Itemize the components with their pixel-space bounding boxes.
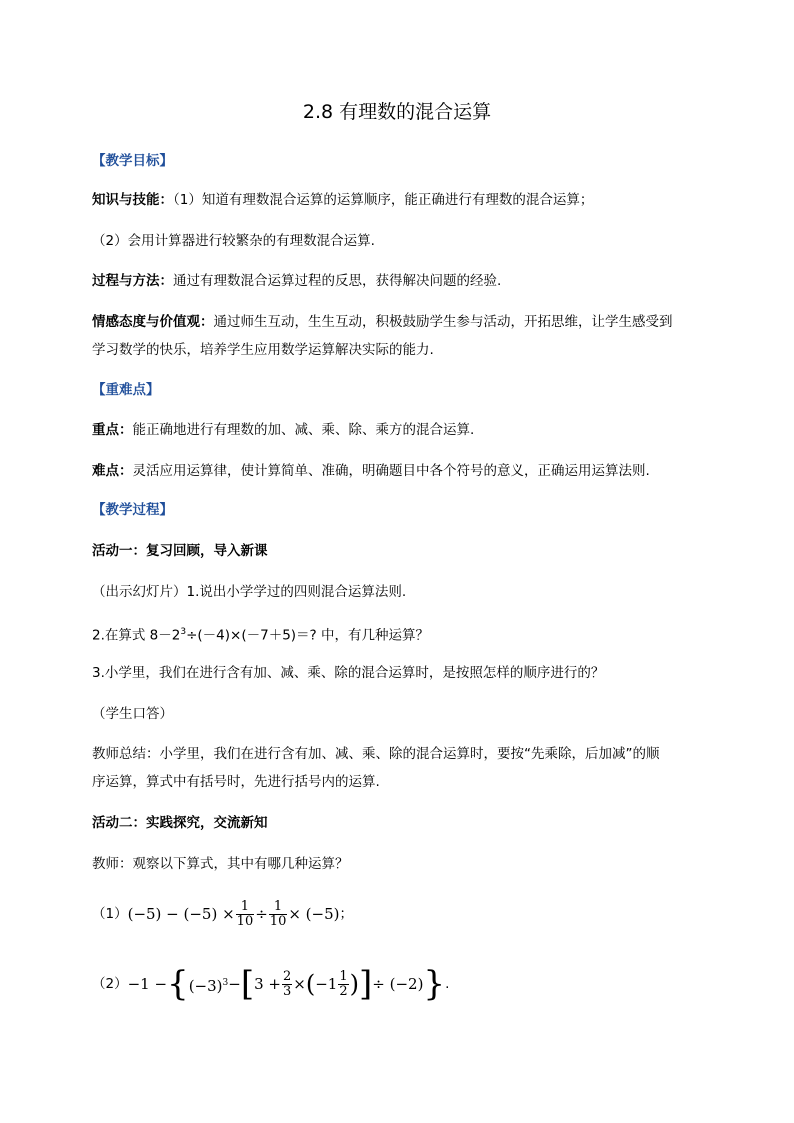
equation-2-end: . (445, 976, 450, 992)
equation-2-fraction-1: $\frac{2}{3}$ (282, 968, 292, 999)
section-heading-keypoints: 【重难点】 (92, 382, 160, 398)
activity-1-line-6: 序运算，算式中有括号时，先进行括号内的运算. (92, 774, 380, 790)
emotion-label: 情感态度与价值观： (92, 314, 214, 330)
section-heading-objectives: 【教学目标】 (92, 153, 173, 169)
activity-1-line-1: （出示幻灯片）1.说出小学学过的四则混合运算法则. (92, 584, 407, 600)
equation-1-part-c: × (−5) (288, 905, 340, 923)
activity-2-line-1: 教师：观察以下算式，其中有哪几种运算？ (92, 856, 349, 872)
knowledge-text: （1）知道有理数混合运算的运算顺序，能正确进行有理数的混合运算； (173, 192, 594, 208)
activity-1-line-4: （学生口答） (92, 706, 173, 722)
equation-2-fraction-2: $\frac{1}{2}$ (339, 968, 348, 999)
equation-1-fraction-1: $\frac{1}{10}$ (236, 898, 254, 929)
method-text: 通过有理数混合运算过程的反思，获得解决问题的经验. (173, 273, 502, 289)
left-paren: ( (305, 970, 316, 998)
equation-1-divide: ÷ (255, 905, 268, 923)
keypoint-key (92, 421, 474, 439)
activity-1-line-5: 教师总结：小学里，我们在进行含有加、减、乘、除的混合运算时，要按“先乘除，后加减”的顺 (92, 746, 660, 762)
objective-emotion (92, 313, 673, 331)
objective-knowledge (92, 191, 593, 209)
activity-1-heading: 活动一：复习回顾，导入新课 (92, 543, 268, 559)
equation-2-part-g: ÷ (−2) (372, 975, 424, 993)
right-bracket: ] (359, 964, 373, 1004)
method-label: 过程与方法： (92, 273, 173, 289)
right-paren: ) (349, 970, 359, 998)
expression-suffix: ÷(－4)×(－7＋5)＝? 中，有几种运算？ (186, 627, 430, 644)
key-text: 能正确地进行有理数的加、减、乘、除、乘方的混合运算. (132, 422, 475, 438)
section-heading-process: 【教学过程】 (92, 502, 173, 518)
knowledge-label: 知识与技能： (92, 192, 173, 208)
right-brace: } (423, 964, 446, 1004)
key-label: 重点： (92, 422, 133, 438)
equation-2-part-a: −1 − (127, 975, 168, 993)
exponent: 3 (180, 627, 187, 637)
expression-prefix: 2.在算式 8－2 (92, 627, 181, 644)
left-brace: { (167, 964, 189, 1004)
equation-2-label: （2） (92, 976, 128, 992)
page-title: 2.8 有理数的混合运算 (302, 101, 492, 123)
equation-1 (92, 896, 353, 932)
equation-1-end: ； (339, 906, 353, 922)
keypoint-hard (92, 462, 650, 480)
equation-2-mixed-whole: −1 (315, 975, 338, 993)
equation-1-fraction-2: $\frac{1}{10}$ (269, 898, 287, 929)
objective-knowledge-2: （2）会用计算器进行较繁杂的有理数混合运算. (92, 233, 375, 249)
emotion-text: 通过师生互动，生生互动，积极鼓励学生参与活动，开拓思维，让学生感受到 (213, 314, 673, 330)
objective-emotion-2: 学习数学的快乐，培养学生应用数学运算解决实际的能力. (92, 342, 434, 358)
hard-text: 灵活应用运算律，使计算简单、准确，明确题目中各个符号的意义，正确运用运算法则. (132, 463, 650, 479)
equation-1-label: （1） (92, 906, 128, 922)
equation-2 (92, 962, 449, 1006)
left-bracket: [ (240, 964, 255, 1004)
equation-2-power: $(-3)^3$ (188, 976, 229, 995)
equation-2-times: × (293, 975, 306, 993)
activity-2-heading: 活动二：实践探究，交流新知 (92, 815, 268, 831)
equation-2-part-d: 3 + (254, 975, 281, 993)
equation-2-minus: − (228, 975, 241, 993)
activity-1-line-2 (92, 623, 429, 645)
hard-label: 难点： (92, 463, 133, 479)
activity-1-line-3: 3.小学里，我们在进行含有加、减、乘、除的混合运算时，是按照怎样的顺序进行的？ (92, 665, 605, 681)
equation-1-part-a: (−5) − (−5) × (127, 905, 235, 923)
objective-method (92, 272, 501, 290)
